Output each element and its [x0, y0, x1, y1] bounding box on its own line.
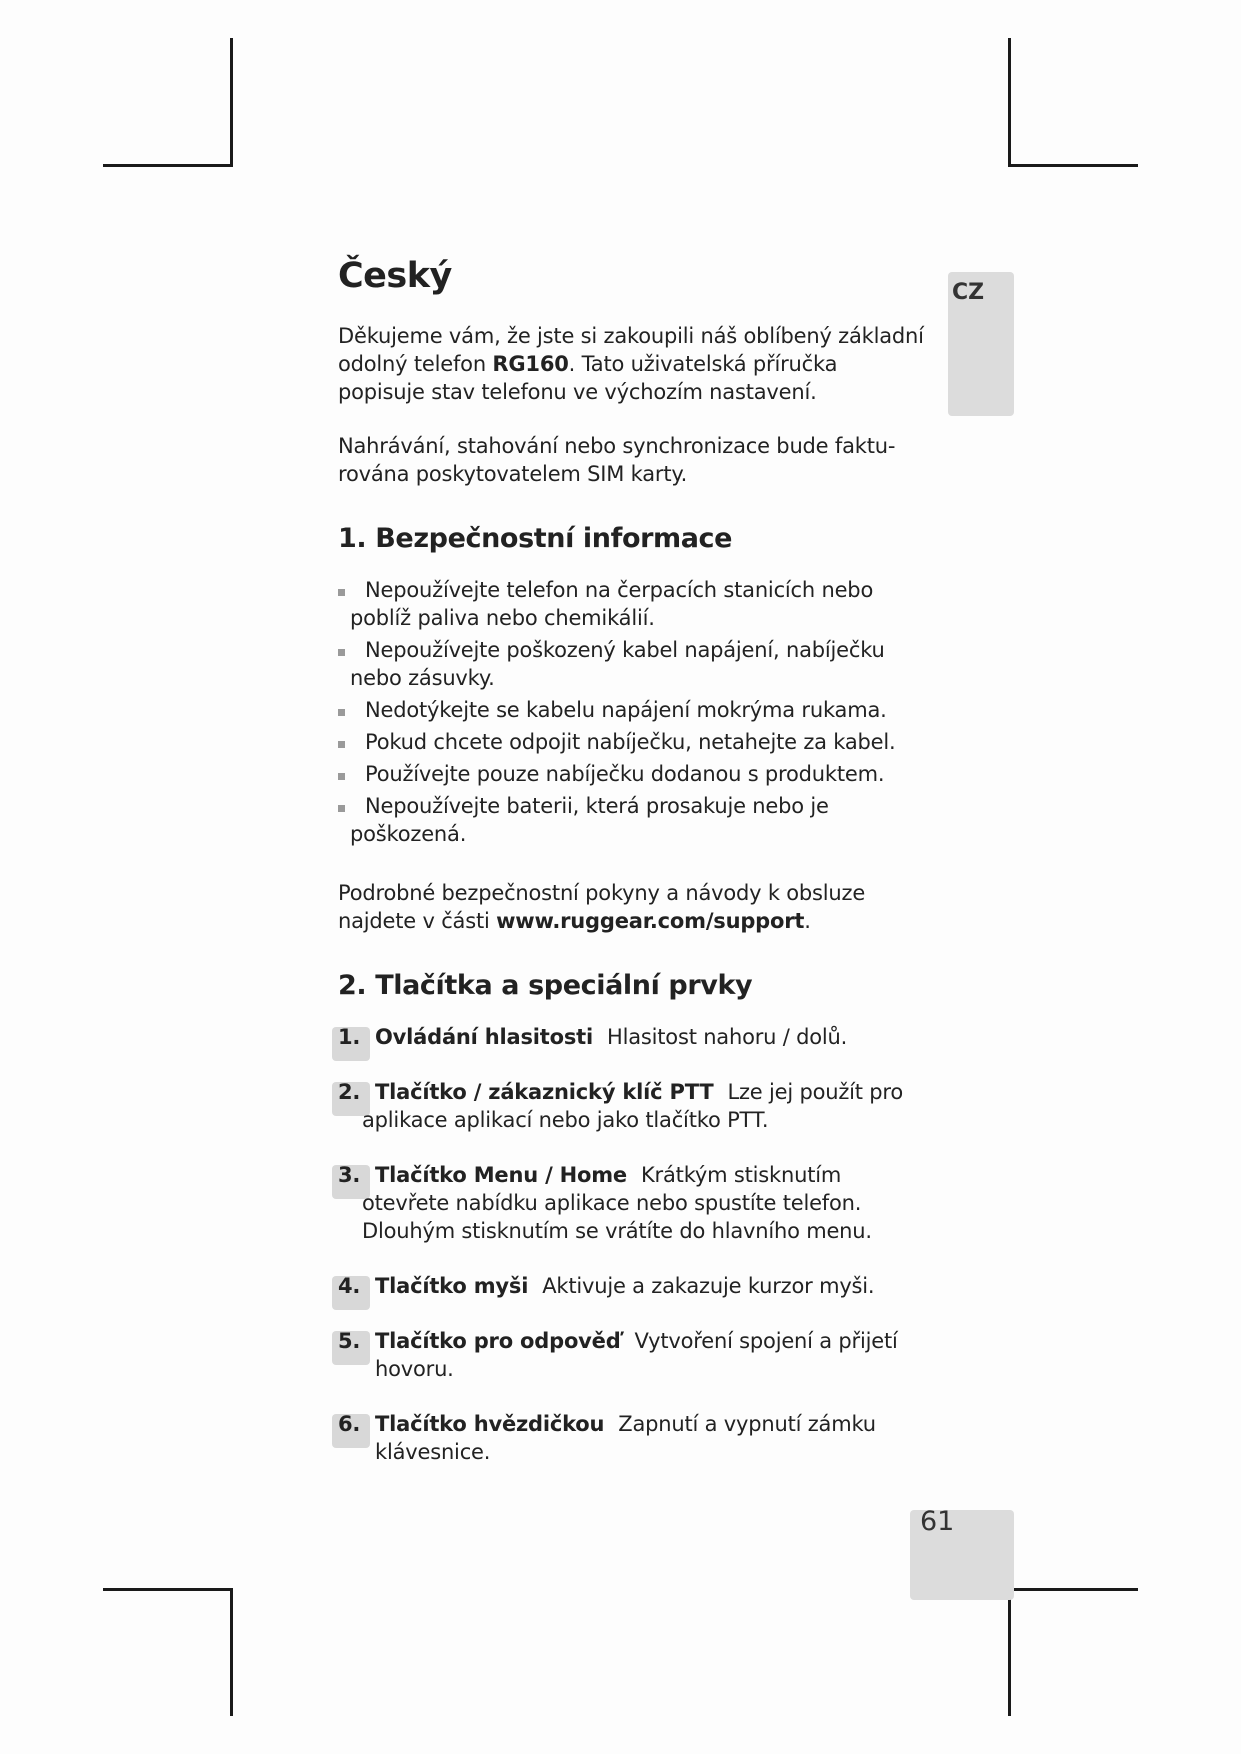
billing-line-1: Nahrávání, stahování nebo synchronizace bude faktu- [338, 434, 896, 458]
safety-list [338, 576, 928, 848]
list-item: Nepoužívejte telefon na čerpacích stanicích nebo poblíž paliva nebo chemikálií. [338, 576, 928, 632]
page-content [338, 256, 928, 1493]
button-item-1 [338, 1023, 928, 1051]
item-number: 1. [338, 1023, 375, 1051]
language-label: CZ [952, 280, 985, 305]
item-description: Hlasitost nahoru / dolů. [607, 1025, 848, 1049]
safety-note: Podrobné bezpečnostní pokyny a návody k obsluze najdete v části www.ruggear.com/support. [338, 881, 866, 933]
item-description-cont: Dlouhým stisknutím se vrátíte do hlavního menu. [362, 1219, 872, 1243]
item-name: Tlačítko Menu / Home [375, 1163, 627, 1187]
billing-paragraph [338, 432, 928, 488]
intro-text-a: Děkujeme vám, že jste si zakoupili náš oblíbený základní odolný telefon [338, 324, 924, 376]
item-description-cont: aplikace aplikací nebo jako tlačítko PTT. [362, 1108, 769, 1132]
buttons-list [338, 1023, 928, 1466]
safety-heading: 1. Bezpečnostní informace [338, 523, 733, 554]
item-number: 6. [338, 1410, 375, 1438]
bullet-icon [338, 589, 345, 596]
list-item: Nepoužívejte poškozený kabel napájení, nabíječku nebo zásuvky. [338, 636, 928, 692]
item-number: 5. [338, 1327, 375, 1355]
bullet-icon [338, 805, 345, 812]
item-number: 4. [338, 1272, 375, 1300]
button-item-6 [338, 1410, 928, 1466]
crop-mark-top-right-vertical [1008, 38, 1011, 166]
item-name: Tlačítko myši [375, 1274, 529, 1298]
list-item: Nepoužívejte baterii, která prosakuje nebo je poškozená. [338, 792, 928, 848]
button-item-5 [338, 1327, 928, 1383]
intro-paragraph [338, 322, 928, 406]
item-description: Krátkým stisknutím [640, 1163, 842, 1187]
list-item: Nedotýkejte se kabelu napájení mokrýma rukama. [338, 696, 928, 724]
billing-line-2: rována poskytovatelem SIM karty. [338, 462, 688, 486]
button-item-4 [338, 1272, 928, 1300]
intro-text-b: . Tato uživatelská příručka popisuje stav telefonu ve výchozím nastavení. [338, 352, 838, 404]
crop-mark-top-left-horizontal [103, 164, 233, 167]
crop-mark-bottom-right-horizontal [1008, 1588, 1138, 1591]
item-description: Vytvoření spojení a přijetí [634, 1329, 898, 1353]
item-number: 2. [338, 1078, 375, 1106]
list-item: Pokud chcete odpojit nabíječku, netahejte za kabel. [338, 728, 928, 756]
bullet-icon [338, 649, 345, 656]
item-description: Aktivuje a zakazuje kurzor myši. [542, 1274, 875, 1298]
item-description: Lze jej použít pro [727, 1080, 904, 1104]
page-number: 61 [920, 1506, 955, 1537]
model-name: RG160 [492, 352, 569, 376]
bullet-icon [338, 709, 345, 716]
item-description-cont: otevřete nabídku aplikace nebo spustíte telefon. [362, 1191, 862, 1215]
crop-mark-top-left-vertical [230, 38, 233, 166]
item-name: Tlačítko / zákaznický klíč PTT [375, 1080, 714, 1104]
crop-mark-bottom-left-horizontal [103, 1588, 233, 1591]
item-description: Zapnutí a vypnutí zámku [618, 1412, 876, 1436]
bullet-icon [338, 741, 345, 748]
button-item-2 [338, 1078, 928, 1134]
buttons-heading: 2. Tlačítka a speciální prvky [338, 970, 753, 1001]
item-name: Ovládání hlasitosti [375, 1025, 593, 1049]
item-name: Tlačítko pro odpověď [375, 1329, 621, 1353]
support-link[interactable]: www.ruggear.com/support [496, 909, 805, 933]
bullet-icon [338, 773, 345, 780]
crop-mark-top-right-horizontal [1008, 164, 1138, 167]
crop-mark-bottom-left-vertical [230, 1588, 233, 1716]
item-description-cont: klávesnice. [375, 1440, 491, 1464]
safety-note-text: Podrobné bezpečnostní pokyny a návody k obsluze najdete v části [338, 881, 866, 933]
page-title: Český [338, 256, 452, 296]
button-item-3 [338, 1161, 928, 1245]
item-description-cont: hovoru. [375, 1357, 454, 1381]
list-item: Používejte pouze nabíječku dodanou s produktem. [338, 760, 928, 788]
item-name: Tlačítko hvězdičkou [375, 1412, 605, 1436]
crop-mark-bottom-right-vertical [1008, 1588, 1011, 1716]
item-number: 3. [338, 1161, 375, 1189]
